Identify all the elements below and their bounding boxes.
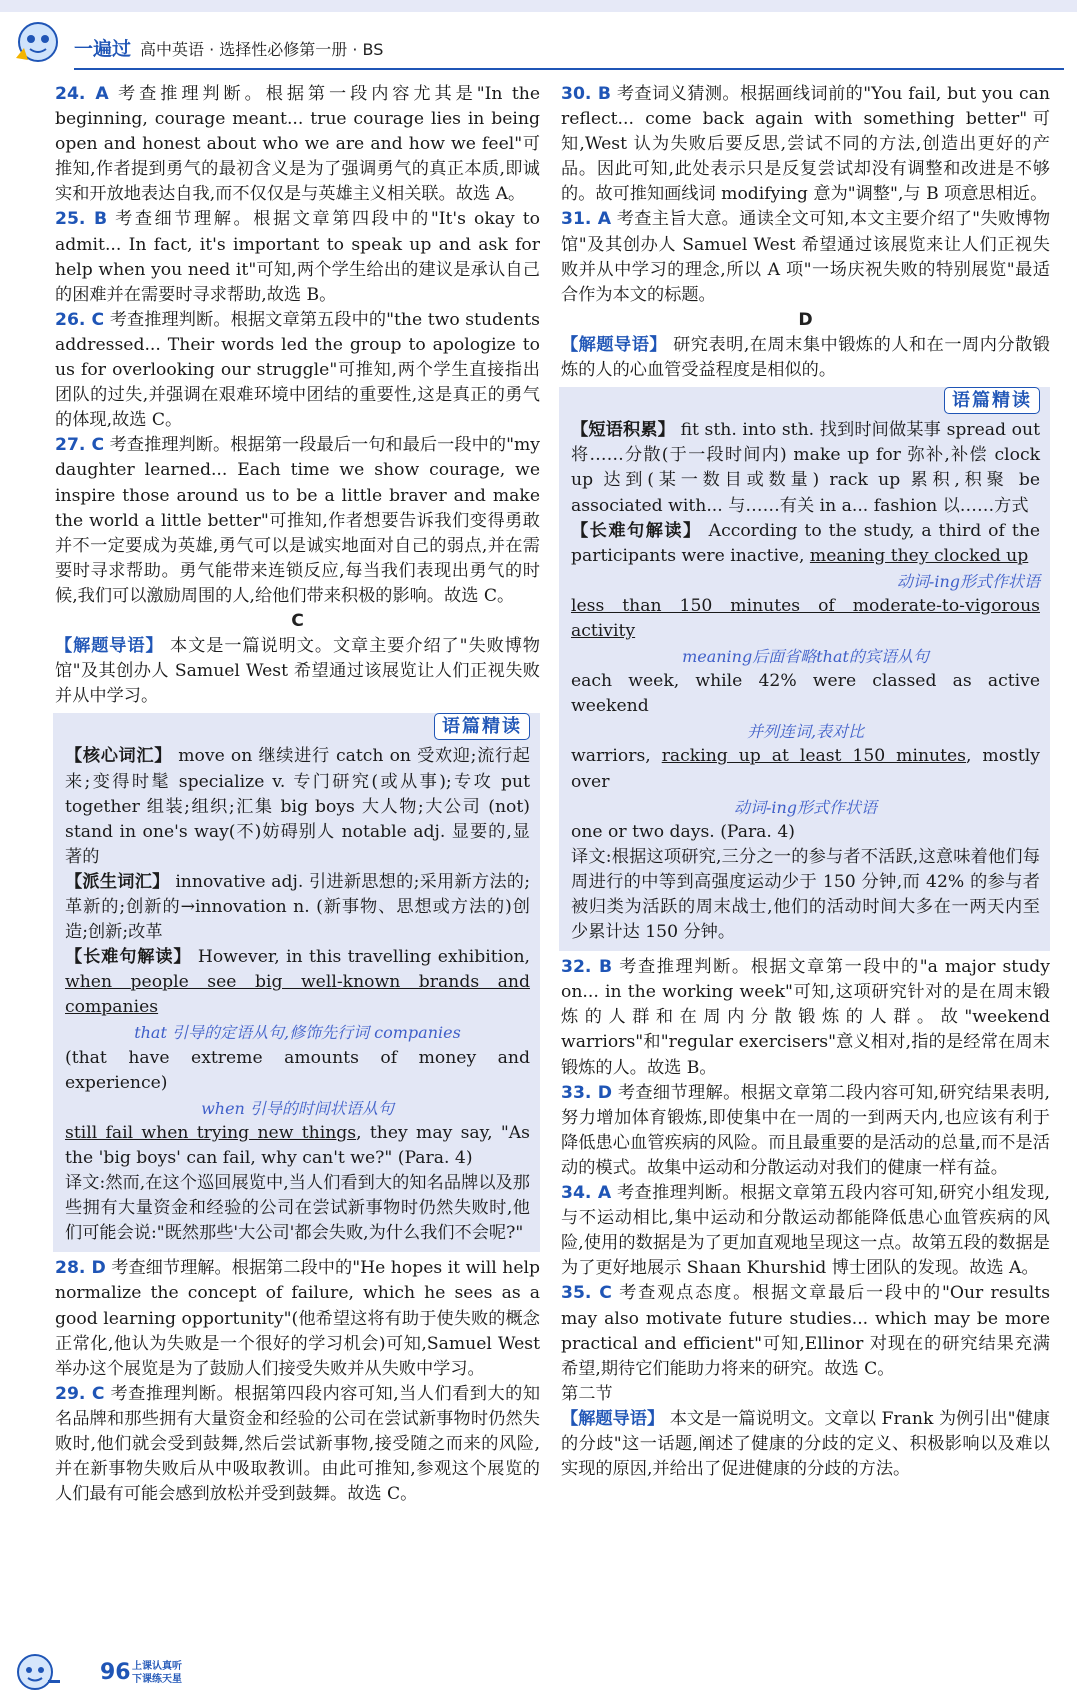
reading-box-d <box>559 387 1050 951</box>
answer-24: 24. A 考查推理判断。根据第一段内容尤其是"In the beginning, courage meant... true courage lies in being open and honest about who we are and how we feel"可推知,作者提到勇气的最初含义是为了强调勇气的真正本质,即诚实和开放地表达自我,而不仅仅是与英雄主义相关联。故选 A。 <box>55 84 540 205</box>
left-column <box>55 82 540 1507</box>
series-title: 一遍过 <box>74 38 132 60</box>
header-rule <box>74 68 1064 70</box>
page-number: 96 <box>100 1660 131 1685</box>
guide-d: 【解题导语】 研究表明,在周末集中锻炼的人和在一周内分散锻炼的人的心血管受益程度是相似的。 <box>561 334 1050 381</box>
core-vocab: 【核心词汇】 move on 继续进行 catch on 受欢迎;流行起来;变得时髦 specialize v. 专门研究(或从事);专攻 put together 组装;组织;汇集 big boys 大人物;大公司 (not) stand in one's way(不)妨碍别人 notable adj. 显要的,显著的 <box>65 746 530 867</box>
section-heading-c: C <box>291 610 304 631</box>
long-sentence-d-part2: less than 150 minutes of moderate-to-vigorous activity <box>571 595 1040 641</box>
top-decorative-strip <box>0 0 1077 12</box>
guide-c: 【解题导语】 本文是一篇说明文。文章主要介绍了"失败博物馆"及其创办人 Samuel West 希望通过该展览让人们正视失败并从中学习。 <box>55 636 540 707</box>
translation-c: 译文:然而,在这个巡回展览中,当人们看到大的知名品牌以及那些拥有大量资金和经验的公司在尝试新事物时仍然失败时,他们可能会说:"既然那些'大公司'都会失败,为什么我们不会呢?" <box>65 1173 530 1244</box>
annotation-that-clause: that 引导的定语从句,修饰先行词 companies <box>134 1023 461 1043</box>
answer-28: 28. D 考查细节理解。根据第二段中的"He hopes it will help normalize the concept of failure, which he sees as a good learning opportunity"(他希望这将有助于使失败的概念正常化,他认为失败是一个很好的学习机会)可知,Samuel West 举办这个展览是为了鼓励人们接受失败并从失败中学习。 <box>55 1258 541 1379</box>
answer-26: 26. C 考查推理判断。根据文章第五段中的"the two students addressed... Their words led the group to apologize to us for overlooking our struggle"可推知,两个学生直接指出团队的过失,并强调在艰难环境中团结的重要性,这是真正的勇气的体现,故选 C。 <box>55 309 541 431</box>
page-footer <box>10 1650 310 1700</box>
long-sentence-d: 【长难句解读】 According to the study, a third of the participants were inactive, meaning they clocked up <box>571 520 1040 566</box>
answer-33: 33. D 考查细节理解。根据文章第二段内容可知,研究结果表明,努力增加体育锻炼,即使集中在一周的一到两天内,也应该有利于降低患心血管疾病的风险。而且最重要的是活动的总量,而不是活动的模式。故集中运动和分散运动对我们的健康一样有益。 <box>561 1082 1050 1178</box>
long-sentence-d-part3: each week, while 42% were classed as active weekend <box>571 671 1040 717</box>
annotation-conjunction: 并列连词,表对比 <box>746 722 865 742</box>
annotation-object-clause: meaning后面省略that的宾语从句 <box>682 647 929 667</box>
long-sentence-c: 【长难句解读】 However, in this travelling exhibition, when people see big well-known brands and companies <box>65 947 530 1018</box>
reading-box-c <box>53 713 540 1252</box>
answer-27: 27. C 考查推理判断。根据第一段最后一句和最后一段中的"my daughter learned... Each time we show courage, we inspire those around us to be a little braver and make the world a little better"可推知,作者想要告诉我们变得勇敢并不一定要成为英雄,勇气可以是诚实地面对自己的弱点,并在需要时寻求帮助。勇气能带来连锁反应,每当我们表现出勇气的时候,我们可以激励周围的人,给他们带来积极的影响。故选 C。 <box>55 435 541 606</box>
translation-d: 译文:根据这项研究,三分之一的参与者不活跃,这意味着他们每周进行的中等到高强度运动少于 150 分钟,而 42% 的参与者被归类为活跃的周末战士,他们的活动时间大多在一两天内至少累计达 150 分钟。 <box>571 846 1040 943</box>
section-2-heading: 第二节 <box>561 1383 613 1404</box>
page-header <box>0 12 1077 70</box>
annotation-ing-adverbial-2: 动词-ing形式作状语 <box>733 797 878 817</box>
derived-vocab: 【派生词汇】 innovative adj. 引进新思想的;采用新方法的;革新的;创新的→innovation n. (新事物、思想或方法的)创造;创新;改革 <box>65 871 530 943</box>
answer-30: 30. B 考查词义猜测。根据画线词前的"You fail, but you can reflect... come back again with something better"可知,West 认为失败后要反思,尝试不同的方法,创造出更好的产品。因此可知,此处表示只是反复尝试却没有调整和改进是不够的。故可推知画线词 modifying 意为"调整",与 B 项意思相近。 <box>561 84 1050 205</box>
long-sentence-d-part4: warriors, racking up at least 150 minutes, mostly over <box>571 746 1040 792</box>
mascot-logo-icon <box>8 18 68 68</box>
footer-mascot-icon <box>10 1650 60 1698</box>
answer-25: 25. B 考查细节理解。根据文章第四段中的"It's okay to admit... In fact, it's important to speak up and ask for help when you need it"可知,两个学生给出的建议是承认自己的困难并在需要时寻求帮助,故选 B。 <box>55 209 540 305</box>
answer-32: 32. B 考查推理判断。根据文章第一段中的"a major study on... in the working week"可知,这项研究针对的是在周末锻炼的人群和在周内分散锻炼的人群。故"weekend warriors"和"regular exercisers"意义相对,指的是经常在周末锻炼的人。故选 B。 <box>561 957 1050 1078</box>
answer-35: 35. C 考查观点态度。根据文章最后一段中的"Our results may also motivate future studies... which may be more practical and efficient"可知,Ellinor 对现在的研究结果充满希望,期待它们能助力将来的研究。故选 C。 <box>561 1283 1051 1379</box>
reading-badge: 语篇精读 <box>571 387 1040 414</box>
footer-motto: 上课认真听 下课练天星 <box>132 1661 182 1685</box>
long-sentence-c-part3: still fail when trying new things, they may say, "As the 'big boys' can fail, why can't we?" (Para. 4) <box>65 1122 530 1168</box>
section-heading-d: D <box>798 309 813 330</box>
phrase-collection: 【短语积累】 fit sth. into sth. 找到时间做某事 spread out 将……分散(于一段时间内) make up for 弥补,补偿 clock up 达到(某一数目或数量) rack up 累积,积聚 be associated with... 与……有关 in a... fashion 以……方式 <box>571 420 1040 516</box>
book-title: 高中英语 · 选择性必修第一册 · BS <box>140 40 384 59</box>
right-column <box>561 82 1050 1482</box>
annotation-when-clause: when 引导的时间状语从句 <box>201 1098 394 1118</box>
guide-section-2: 【解题导语】 本文是一篇说明文。文章以 Frank 为例引出"健康的分歧"这一话题,阐述了健康的分歧的定义、积极影响以及难以实现的原因,并给出了促进健康的分歧的方法。 <box>561 1408 1050 1480</box>
reading-badge: 语篇精读 <box>65 713 530 740</box>
answer-31: 31. A 考查主旨大意。通读全文可知,本文主要介绍了"失败博物馆"及其创办人 Samuel West 希望通过该展览来让人们正视失败并从中学习的理念,所以 A 项"一场庆祝失败的特别展览"最适合作为本文的标题。 <box>561 209 1051 305</box>
answer-29: 29. C 考查推理判断。根据第四段内容可知,当人们看到大的知名品牌和那些拥有大量资金和经验的公司在尝试新事物时仍然失败时,他们就会受到鼓舞,然后尝试新事物,接受随之而来的风险,并在新事物失败后从中吸取教训。由此可推知,参观这个展览的人们最有可能会感到放松并受到鼓舞。故选 C。 <box>55 1383 541 1505</box>
answer-34: 34. A 考查推理判断。根据文章第五段内容可知,研究小组发现,与不运动相比,集中运动和分散运动都能降低患心血管疾病的风险,使用的数据是为了更加直观地呈现这一点。故第五段的数据是为了更好地展示 Shaan Khurshid 博士团队的发现。故选 A。 <box>561 1183 1051 1279</box>
long-sentence-c-part2: (that have extreme amounts of money and experience) <box>65 1047 530 1093</box>
annotation-ing-adverbial-1: 动词-ing形式作状语 <box>896 571 1040 591</box>
long-sentence-d-part5: one or two days. (Para. 4) <box>571 821 795 842</box>
